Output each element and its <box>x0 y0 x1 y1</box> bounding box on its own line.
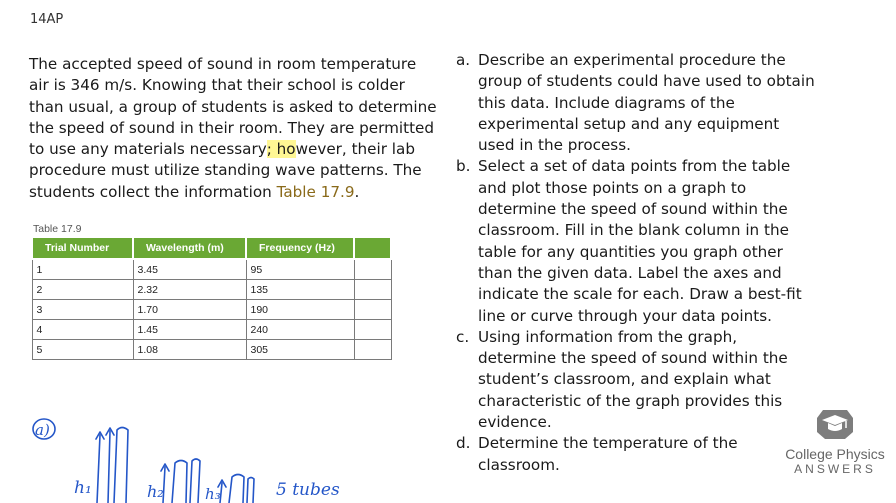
cell-blank <box>354 340 391 360</box>
problem-statement <box>29 54 439 203</box>
question-letter: b. <box>456 157 471 176</box>
cell-wavelength: 3.45 <box>133 259 246 280</box>
question-text: Describe an experimental procedure the group of students could have used to obtain this data. Include diagrams of the experimental setup and any equipment used in the process. <box>478 51 815 155</box>
logo-tagline: ANSWERS <box>794 462 876 476</box>
college-physics-logo <box>780 406 890 476</box>
question-a <box>456 50 816 156</box>
cell-frequency: 240 <box>246 320 354 340</box>
height-label-h1: h₁ <box>74 478 92 498</box>
cell-trial: 4 <box>32 320 133 340</box>
header-blank <box>354 237 391 259</box>
question-text: Select a set of data points from the table and plot those points on a graph to determine the speed of sound within the classroom. Fill in the blank column in the table for any quantities you graph other than the given data. Label the axes and indicate the scale for each. Draw a best-fit line or curve through your data points. <box>478 157 802 325</box>
header-frequency: Frequency (Hz) <box>246 237 354 259</box>
table-row <box>32 280 391 300</box>
tube-group-3 <box>218 475 254 503</box>
cell-trial: 3 <box>32 300 133 320</box>
tubes-note: 5 tubes <box>276 480 340 500</box>
tube-group-2 <box>161 459 200 503</box>
cell-frequency: 135 <box>246 280 354 300</box>
intro-text-1: The accepted speed of sound in room temperature air is 346 m/s. Knowing that their school is colder than usual, a group of students is asked to determine the speed of sound in their room. They are permitted to use any materials necessary <box>29 55 437 159</box>
question-c <box>456 327 816 433</box>
cell-wavelength: 1.08 <box>133 340 246 360</box>
table-reference-link[interactable]: Table 17.9 <box>276 182 355 201</box>
problem-id: 14AP <box>30 12 64 27</box>
cell-trial: 1 <box>32 259 133 280</box>
question-text: Using information from the graph, determine the speed of sound within the student’s classroom, and explain what characteristic of the graph provides this evidence. <box>478 327 788 432</box>
height-label-h2: h₂ <box>147 482 164 501</box>
table-row <box>32 300 391 320</box>
header-trial-number: Trial Number <box>32 237 133 259</box>
question-d <box>456 433 816 476</box>
header-wavelength: Wavelength (m) <box>133 237 246 259</box>
cell-trial: 2 <box>32 280 133 300</box>
cell-wavelength: 1.45 <box>133 320 246 340</box>
tube-group-1 <box>96 428 128 503</box>
cell-blank <box>354 259 391 280</box>
question-text: Determine the temperature of the classroom. <box>478 434 738 474</box>
table-row <box>32 320 391 340</box>
table-row <box>32 259 391 280</box>
question-letter: d. <box>456 434 471 453</box>
table-row <box>32 340 391 360</box>
cell-frequency: 95 <box>246 259 354 280</box>
cell-trial: 5 <box>32 340 133 360</box>
cell-wavelength: 2.32 <box>133 280 246 300</box>
question-letter: c. <box>456 327 470 346</box>
cell-blank <box>354 320 391 340</box>
logo-name: College Physics <box>785 446 885 462</box>
cell-wavelength: 1.70 <box>133 300 246 320</box>
data-table <box>31 236 392 360</box>
cell-frequency: 190 <box>246 300 354 320</box>
part-label: a) <box>35 421 50 439</box>
handwritten-sketch <box>0 395 400 503</box>
question-b <box>456 156 816 326</box>
intro-text-2: wever, their lab procedure must utilize standing wave patterns. The students collect the information <box>29 140 422 201</box>
height-label-h3: h₃ <box>205 485 221 503</box>
graduation-cap-icon <box>815 406 855 440</box>
question-list <box>456 50 816 476</box>
highlighted-text: ; ho <box>266 140 296 159</box>
intro-end: . <box>354 182 360 201</box>
table-caption: Table 17.9 <box>33 223 82 235</box>
cell-blank <box>354 280 391 300</box>
cell-blank <box>354 300 391 320</box>
cell-frequency: 305 <box>246 340 354 360</box>
question-letter: a. <box>456 51 471 69</box>
table-header-row <box>32 237 391 259</box>
